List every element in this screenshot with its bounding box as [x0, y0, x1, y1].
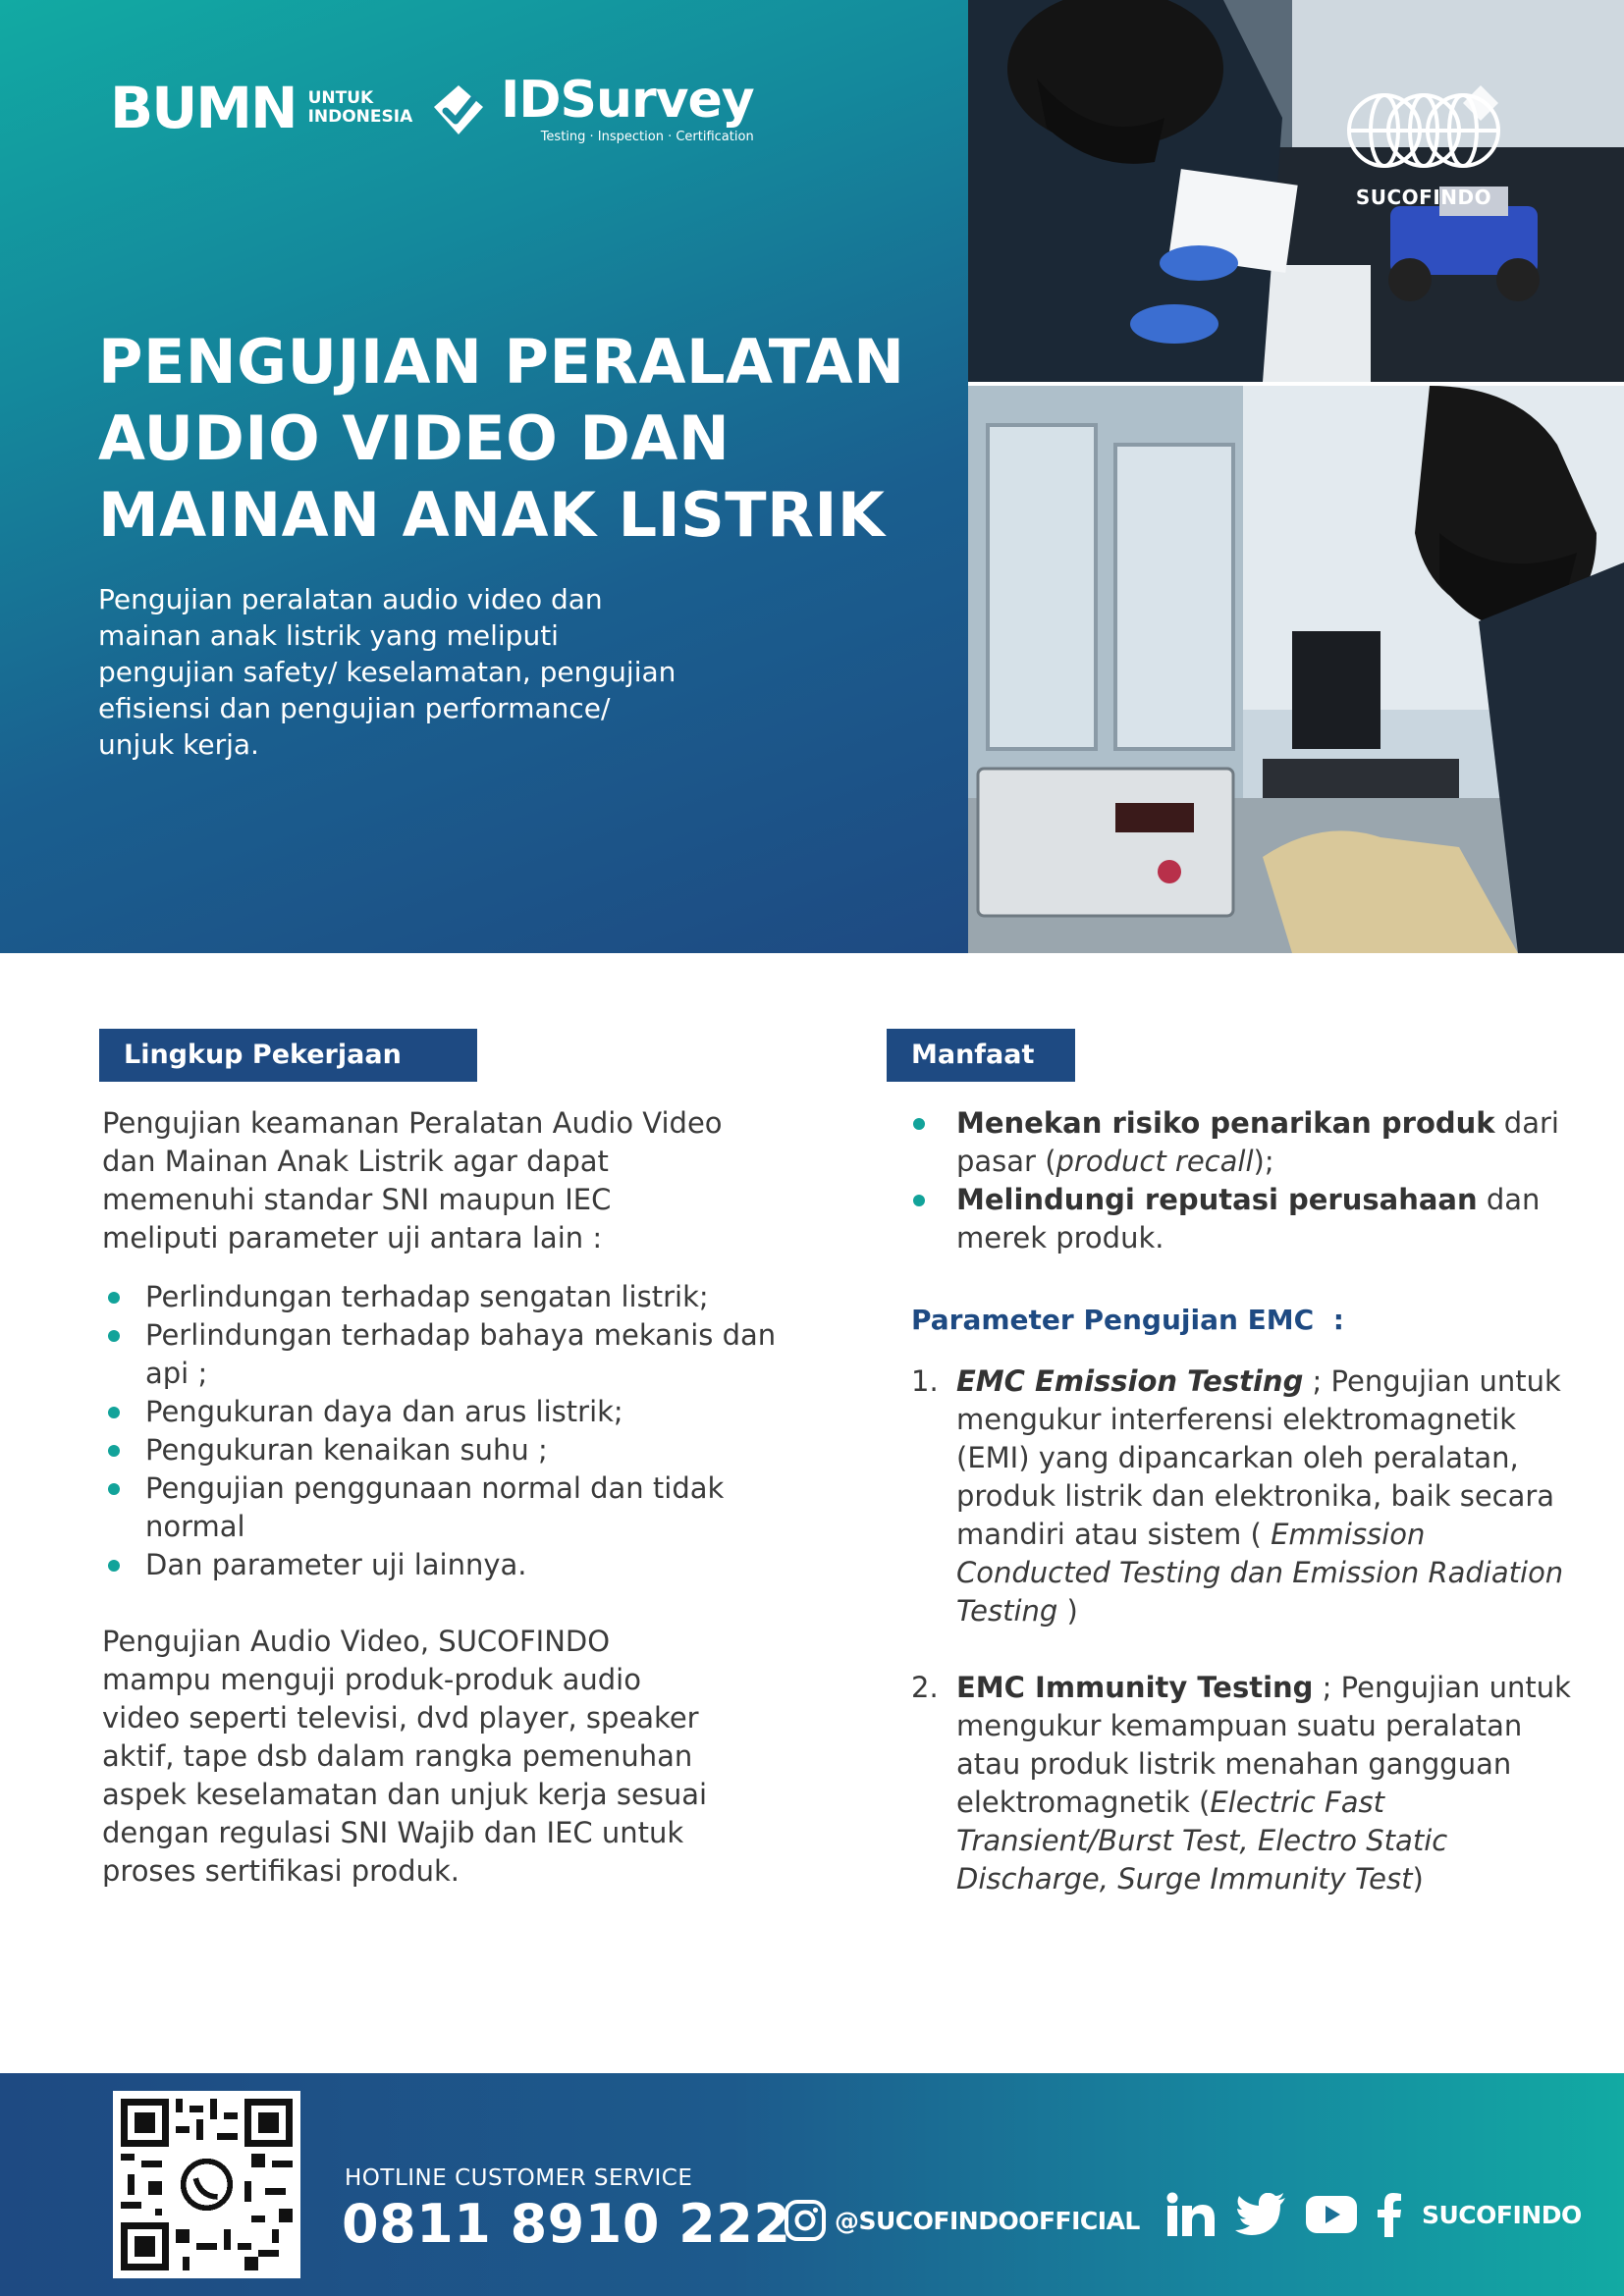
- idsurvey-wordmark: IDSurvey: [501, 71, 754, 130]
- description-line: pengujian safety/ keselamatan, pengujian: [98, 656, 677, 688]
- hero-gradient-panel: [0, 0, 968, 953]
- instagram-icon: [784, 2199, 827, 2242]
- bumn-logo-subtitle: UNTUK INDONESIA: [307, 88, 413, 127]
- emc-item: [911, 1669, 1579, 1898]
- bumn-logo-wordmark: BUMN: [110, 75, 297, 141]
- emc-numbered-list: [911, 1362, 1579, 1937]
- instagram-handle: @SUCOFINDOOFFICIAL: [835, 2206, 1140, 2235]
- emc-item-italic: Emmission Conducted Testing dan Emission Radiation Testing: [956, 1518, 1564, 1628]
- social-links: [1166, 2192, 1582, 2237]
- title-line: PENGUJIAN PERALATAN: [98, 326, 905, 398]
- text-line: video seperti televisi, dvd player, speaker: [102, 1701, 699, 1735]
- youtube-icon[interactable]: [1306, 2196, 1357, 2233]
- list-item-text: Pengukuran daya dan arus listrik;: [145, 1395, 623, 1428]
- list-item: [102, 1393, 809, 1431]
- bullet-dot: [913, 1195, 925, 1206]
- list-item: [913, 1181, 1561, 1257]
- list-item-text: Pengujian penggunaan normal dan tidak normal: [145, 1471, 725, 1543]
- list-item: [102, 1431, 809, 1469]
- list-item-text: Perlindungan terhadap sengatan listrik;: [145, 1280, 709, 1313]
- idsurvey-logo: [426, 71, 754, 144]
- sucofindo-logo: [1340, 83, 1507, 209]
- text-line: mampu menguji produk-produk audio: [102, 1663, 641, 1696]
- emc-item-title: EMC Emission Testing: [956, 1364, 1304, 1398]
- title-line: AUDIO VIDEO DAN: [98, 402, 731, 474]
- benefit-italic: product recall: [1056, 1145, 1254, 1178]
- benefit-bold: Melindungi reputasi perusahaan: [956, 1183, 1478, 1216]
- hotline-number[interactable]: 0811 8910 222: [342, 2193, 791, 2255]
- photo-lab-equipment: [968, 386, 1624, 953]
- sucofindo-globe-icon: [1343, 83, 1505, 182]
- facebook-icon[interactable]: [1377, 2192, 1402, 2237]
- hero-description: [98, 581, 766, 763]
- benefit-text: );: [1253, 1145, 1274, 1178]
- emc-item-text: ): [1412, 1862, 1424, 1896]
- text-line: aktif, tape dsb dalam rangka pemenuhan: [102, 1739, 693, 1773]
- hero-banner: [0, 0, 1624, 953]
- lingkup-paragraph: [102, 1623, 789, 1891]
- bullet-dot: [108, 1483, 120, 1495]
- list-item: [102, 1469, 809, 1546]
- emc-item-text: ; Pengujian untuk mengukur interferensi elektromagnetik (EMI) yang dipancarkan oleh peralatan, produk listrik dan elektronika, baik secara mandiri atau sistem (: [956, 1364, 1561, 1551]
- description-line: mainan anak listrik yang meliputi: [98, 619, 559, 652]
- instagram-link[interactable]: [784, 2199, 1140, 2242]
- qr-code-icon: [121, 2099, 293, 2270]
- text-line: Pengujian keamanan Peralatan Audio Video: [102, 1106, 723, 1140]
- hotline-label: HOTLINE CUSTOMER SERVICE: [345, 2165, 693, 2191]
- idsurvey-check-icon: [426, 78, 491, 142]
- emc-heading: Parameter Pengujian EMC :: [911, 1304, 1344, 1336]
- text-line: meliputi parameter uji antara lain :: [102, 1221, 603, 1255]
- item-number: 1.: [911, 1364, 939, 1398]
- whatsapp-qr-code[interactable]: [113, 2091, 300, 2278]
- list-item: [102, 1278, 809, 1316]
- section-label-lingkup: Lingkup Pekerjaan: [99, 1029, 477, 1082]
- text-line: dengan regulasi SNI Wajib dan IEC untuk: [102, 1816, 684, 1849]
- list-item-text: Dan parameter uji lainnya.: [145, 1548, 527, 1581]
- description-line: efisiensi dan pengujian performance/: [98, 692, 611, 724]
- list-item-text: Perlindungan terhadap bahaya mekanis dan api ;: [145, 1318, 777, 1390]
- benefit-bold: Menekan risiko penarikan produk: [956, 1106, 1495, 1140]
- sucofindo-wordmark: SUCOFINDO: [1355, 186, 1492, 209]
- emc-item: [911, 1362, 1579, 1630]
- emc-item-text: ; Pengujian untuk mengukur kemampuan suatu peralatan atau produk listrik menahan gangguan elektromagnetik (: [956, 1671, 1571, 1819]
- item-number: 2.: [911, 1671, 939, 1704]
- social-handle: SUCOFINDO: [1422, 2200, 1582, 2229]
- bullet-dot: [108, 1292, 120, 1304]
- linkedin-icon[interactable]: [1166, 2192, 1216, 2237]
- text-line: aspek keselamatan dan unjuk kerja sesuai: [102, 1778, 708, 1811]
- bullet-dot: [108, 1560, 120, 1572]
- idsurvey-tagline: Testing · Inspection · Certification: [540, 130, 754, 144]
- bullet-dot: [108, 1445, 120, 1457]
- list-item: [102, 1316, 809, 1393]
- lingkup-bullet-list: [102, 1278, 809, 1584]
- text-line: memenuhi standar SNI maupun IEC: [102, 1183, 612, 1216]
- text-line: Pengujian Audio Video, SUCOFINDO: [102, 1625, 611, 1658]
- emc-item-italic: Electric Fast Transient/Burst Test, Electro Static Discharge, Surge Immunity Test: [956, 1786, 1448, 1896]
- photo-technician-toy-car: [968, 0, 1624, 382]
- bullet-dot: [913, 1118, 925, 1130]
- text-line: dan Mainan Anak Listrik agar dapat: [102, 1145, 609, 1178]
- emc-item-text: ): [1057, 1594, 1078, 1628]
- bullet-dot: [108, 1407, 120, 1418]
- benefit-text: dan merek produk.: [956, 1183, 1541, 1255]
- description-line: unjuk kerja.: [98, 728, 259, 761]
- text-line: proses sertifikasi produk.: [102, 1854, 460, 1888]
- manfaat-bullet-list: [913, 1104, 1561, 1257]
- twitter-icon[interactable]: [1235, 2193, 1286, 2236]
- list-item: [102, 1546, 809, 1584]
- benefit-text: dari pasar (: [956, 1106, 1559, 1178]
- section-label-manfaat: Manfaat: [887, 1029, 1075, 1082]
- bullet-dot: [108, 1330, 120, 1342]
- list-item: [913, 1104, 1561, 1181]
- title-line: MAINAN ANAK LISTRIK: [98, 479, 886, 551]
- lingkup-intro: [102, 1104, 789, 1257]
- list-item-text: Pengukuran kenaikan suhu ;: [145, 1433, 548, 1467]
- emc-item-title: EMC Immunity Testing: [956, 1671, 1314, 1704]
- description-line: Pengujian peralatan audio video dan: [98, 583, 603, 615]
- page-title: [98, 324, 943, 554]
- bumn-logo: [110, 75, 413, 141]
